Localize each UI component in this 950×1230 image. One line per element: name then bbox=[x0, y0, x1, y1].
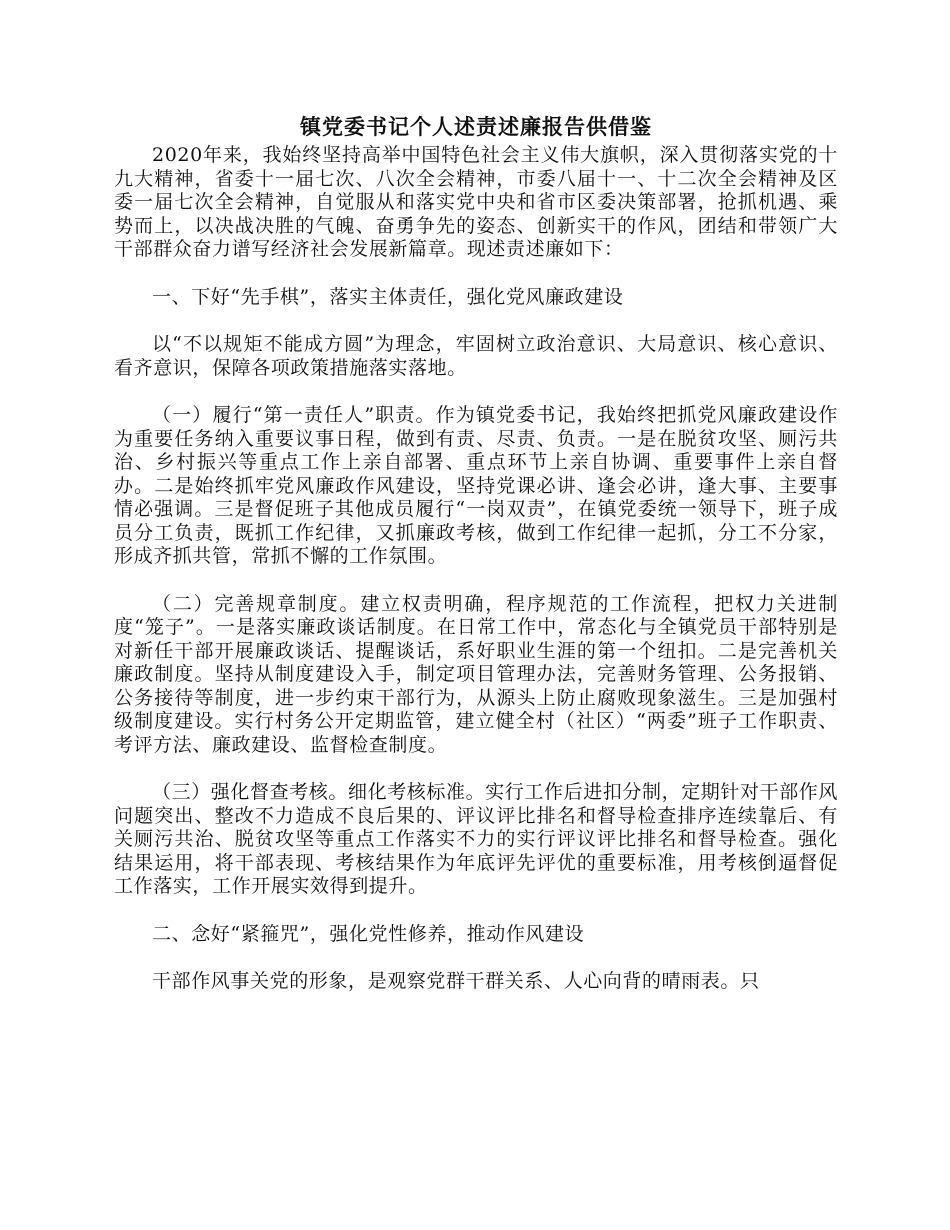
subsection-3-paragraph: （三）强化督查考核。细化考核标准。实行工作后进扣分制，定期针对干部作风问题突出、整改不力造成不良后果的、评议评比排名和督导检查排序连续靠后、有关厕污共治、脱贫攻坚等重点工作落实不力的实行评议评比排名和督导检查。强化结果运用，将干部表现、考核结果作为年底评先评优的重要标准，用考核倒逼督促工作落实，工作开展实效得到提升。 bbox=[114, 781, 839, 897]
paragraph-gap bbox=[114, 262, 838, 286]
intro-paragraph: 2020年来，我始终坚持高举中国特色社会主义伟大旗帜，深入贯彻落实党的十九大精神，省委十一届七次、八次全会精神，市委八届十一、十二次全会精神及区委一届七次全会精神，自觉服从和落实党中央和省市区委决策部署，抢抓机遇、乘势而上，以决战决胜的气魄、奋勇争先的姿态、创新实干的作风，团结和带领广大干部群众奋力谱写经济社会发展新篇章。现述责述廉如下： bbox=[114, 144, 838, 260]
subsection-1-paragraph: （一）履行“第一责任人”职责。作为镇党委书记，我始终把抓党风廉政建设作为重要任务纳入重要议事日程，做到有责、尽责、负责。一是在脱贫攻坚、厕污共治、乡村振兴等重点工作上亲自部署、重点环节上亲自协调、重要事件上亲自督办。二是始终抓牢党风廉政作风建设，坚持党课必讲、逢会必讲，逢大事、主要事情必强调。三是督促班子其他成员履行“一岗双责”，在镇党委统一领导下，班子成员分工负责，既抓工作纪律，又抓廉政考核，做到工作纪律一起抓，分工不分家，形成齐抓共管，常抓不懈的工作氛围。 bbox=[114, 404, 838, 567]
section-heading-1: 一、下好“先手棋”，落实主体责任，强化党风廉政建设 bbox=[152, 285, 624, 308]
section-2-intro-paragraph: 干部作风事关党的形象，是观察党群干群关系、人心向背的晴雨表。只 bbox=[152, 970, 760, 992]
section-heading-2: 二、念好“紧箍咒”，强化党性修养，推动作风建设 bbox=[152, 922, 585, 945]
document-page bbox=[114, 112, 838, 994]
paragraph-gap bbox=[114, 309, 838, 333]
section-1-intro-paragraph: 以“不以规矩不能成方圆”为理念，牢固树立政治意识、大局意识、核心意识、看齐意识，保障各项政策措施落实落地。 bbox=[114, 333, 838, 379]
paragraph-gap bbox=[114, 757, 838, 781]
paragraph-gap bbox=[114, 569, 838, 593]
paragraph-gap bbox=[114, 899, 838, 923]
subsection-2-paragraph: （二）完善规章制度。建立权责明确，程序规范的工作流程，把权力关进制度“笼子”。一是落实廉政谈话制度。在日常工作中，常态化与全镇党员干部特别是对新任干部开展廉政谈话、提醒谈话，系好职业生涯的第一个纽扣。二是完善机关廉政制度。坚持从制度建设入手，制定项目管理办法，完善财务管理、公务报销、公务接待等制度，进一步约束干部行为，从源头上防止腐败现象滋生。三是加强村级制度建设。实行村务公开定期监管，建立健全村（社区）“两委”班子工作职责、考评方法、廉政建设、监督检查制度。 bbox=[114, 592, 838, 756]
document-title: 镇党委书记个人述责述廉报告供借鉴 bbox=[300, 114, 652, 139]
paragraph-gap bbox=[114, 946, 838, 970]
paragraph-gap bbox=[114, 380, 838, 404]
